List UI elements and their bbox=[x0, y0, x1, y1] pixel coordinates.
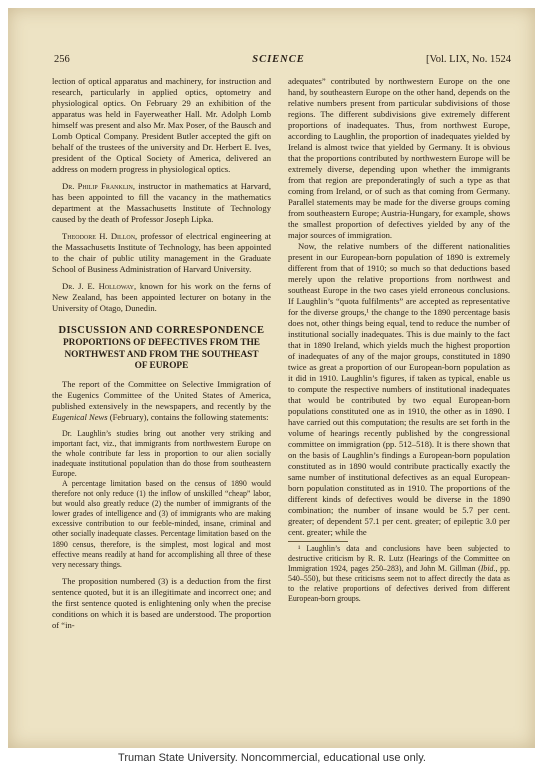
paragraph-optics: lection of optical apparatus and machinery, for instruction and research, particularly in applied optics, optometry and physiological optics. On February 29 an exhibition of the apparatus was held in Fayerweather Hall. Mr. Adolph Lomb himself was present and also Mr. Max Poser, of the Bausch and Lomb Optical Company. President Butler accepted the gift on behalf of the trustees of the university and Dr. Herbert E. Ives, president of the Optical Society of America, delivered an address on modern progress in physiological optics. bbox=[52, 76, 271, 174]
person-name: Dr. Philip Franklin, bbox=[62, 181, 135, 191]
journal-page bbox=[8, 8, 535, 748]
paragraph-dillon: Theodore H. Dillon, professor of electrical engineering at the Massachusetts Institute of Technology, has been appointed to the chair of public utility management in the Graduate School of Business Administration of Harvard University. bbox=[52, 231, 271, 274]
paragraph-proposition: The proposition numbered (3) is a deduction from the first sentence quoted, but it is an illegitimate and incorrect one; and the first sentence quoted is enlightening only when the precise conditions on which it is based are understood. The proportion of “in- bbox=[52, 575, 271, 630]
left-column bbox=[52, 76, 271, 631]
volume-info: [Vol. LIX, No. 1524 bbox=[426, 54, 511, 65]
page-number: 256 bbox=[54, 54, 70, 65]
quote-1: Dr. Laughlin’s studies bring out another very striking and important fact, viz., that immigrants from northwestern Europe on the whole contribute far less in proportion to our alien socially inadequate institutional population than do those from southeastern Europe. bbox=[52, 428, 271, 478]
section-heading: DISCUSSION AND CORRESPONDENCE bbox=[58, 325, 265, 336]
archive-notice: Truman State University. Noncommercial, educational use only. bbox=[118, 752, 426, 764]
footnote: ¹ Laughlin’s data and conclusions have been subjected to destructive criticism by R. R. Lutz (Hearings of the Committee on Immigration 1924, pages 250–283), and John M. Gillman (Ibid., pp. 540–550), but these criticisms seem not to affect directly the data as to the relative proportions of defectives derived from different European-born groups. bbox=[288, 544, 510, 604]
paragraph-inadequates: adequates” contributed by northwestern Europe on the one hand, by southeastern Europe on the other hand, depends on the relative numbers present from particular subdivisions of those regions. The different subdivisions give extremely different proportions of inadequates. Thus, from northwest Europe, according to Laughlin, the proportion of inadequates yielded by Ireland is almost twice that yielded by Germany. It is obvious that the proportions contributed by northwestern Europe will be extremely diverse, depending upon whether the immigrants from that region are preponderatingly of such a type as that coming from Ireland, or of such as that coming from Germany. Parallel statements may be made for the diverse groups coming from southeastern Europe; Austria-Hungary, for example, shows the smallest proportion of defectives yielded by any of the major sources of immigration. bbox=[288, 76, 510, 240]
footnote-divider bbox=[288, 541, 348, 542]
article-title: PROPORTIONS OF DEFECTIVES FROM THE NORTHWEST AND FROM THE SOUTHEAST OF EUROPE bbox=[63, 338, 260, 371]
quote-2: A percentage limitation based on the census of 1890 would therefore not only reduce (1) the inflow of unskilled “cheap” labor, but would also greatly reduce (2) the number of immigrants of the lower grades of intelligence and (3) of immigrants who are making excessive contribution to our feeble-minded, insane, criminal and other socially inadequate classes. Percentage limitation based on the 1890 census, therefore, is the simplest, most logical and most effective means readily at hand for accomplishing all three of these very necessary things. bbox=[52, 478, 271, 569]
journal-name: Eugenical News bbox=[52, 411, 108, 422]
right-column bbox=[288, 76, 510, 605]
paragraph-franklin: Dr. Philip Franklin, instructor in mathematics at Harvard, has been appointed to fill the vacancy in the mathematics department at the Massachusetts Institute of Technology caused by the death of Professor Joseph Lipka. bbox=[52, 181, 271, 224]
paragraph-report: The report of the Committee on Selective Immigration of the Eugenics Committee of the United States of America, published extensively in the newspapers, and recently by the Eugenical News (February), contains the following statements: bbox=[52, 378, 271, 422]
paragraph-holloway: Dr. J. E. Holloway, known for his work on the ferns of New Zealand, has been appointed lecturer on botany in the University of Otago, Dunedin. bbox=[52, 281, 271, 313]
person-name: Theodore H. Dillon, bbox=[62, 231, 138, 241]
running-header bbox=[46, 54, 511, 70]
person-name: Dr. J. E. Holloway, bbox=[62, 281, 137, 291]
journal-title: SCIENCE bbox=[252, 54, 305, 65]
paragraph-relative-numbers: Now, the relative numbers of the different nationalities present in our European-born population of 1890 is extremely different from that of 1910; so much so that deductions based merely upon the relative proportions from northwest and southeast Europe in the two cases yield erroneous conclusions. If Laughlin’s “quota fulfilments” are accepted as representative for the diverse groups,¹ the change to the 1890 percentage basis does not, other things being equal, tend to reduce the number of institutional socially inadequates. This is due mainly to the fact that in 1890 Ireland, which yields much the highest proportion of inadequates of any of the major groups, constituted in 1890 twice as great a proportion of our European-born population as it did in 1910. Laughlin’s figures, if taken as typical, enable us to compute the respective numbers of institutional inadequates that would be contributed by two equal European-born populations constituted one as in 1910, the other as in 1890. I have carried out this computation; the results are set forth in the volume of hearings recently published by the congressional committee on immigration (pp. 512–518). It is there shown that on the basis of Laughlin’s findings a European-born population constituted as in 1890 would contribute practically exactly the same number of institutional defectives as an equal European-born population constituted as in 1910. The proportions of the different kinds of defectives would be diverse in the 1890 combination; the number of insane would be 5.7 per cent. greater; of dependent 57.1 per cent. greater; of epileptic 3.0 per cent. greater; while the bbox=[288, 241, 510, 537]
